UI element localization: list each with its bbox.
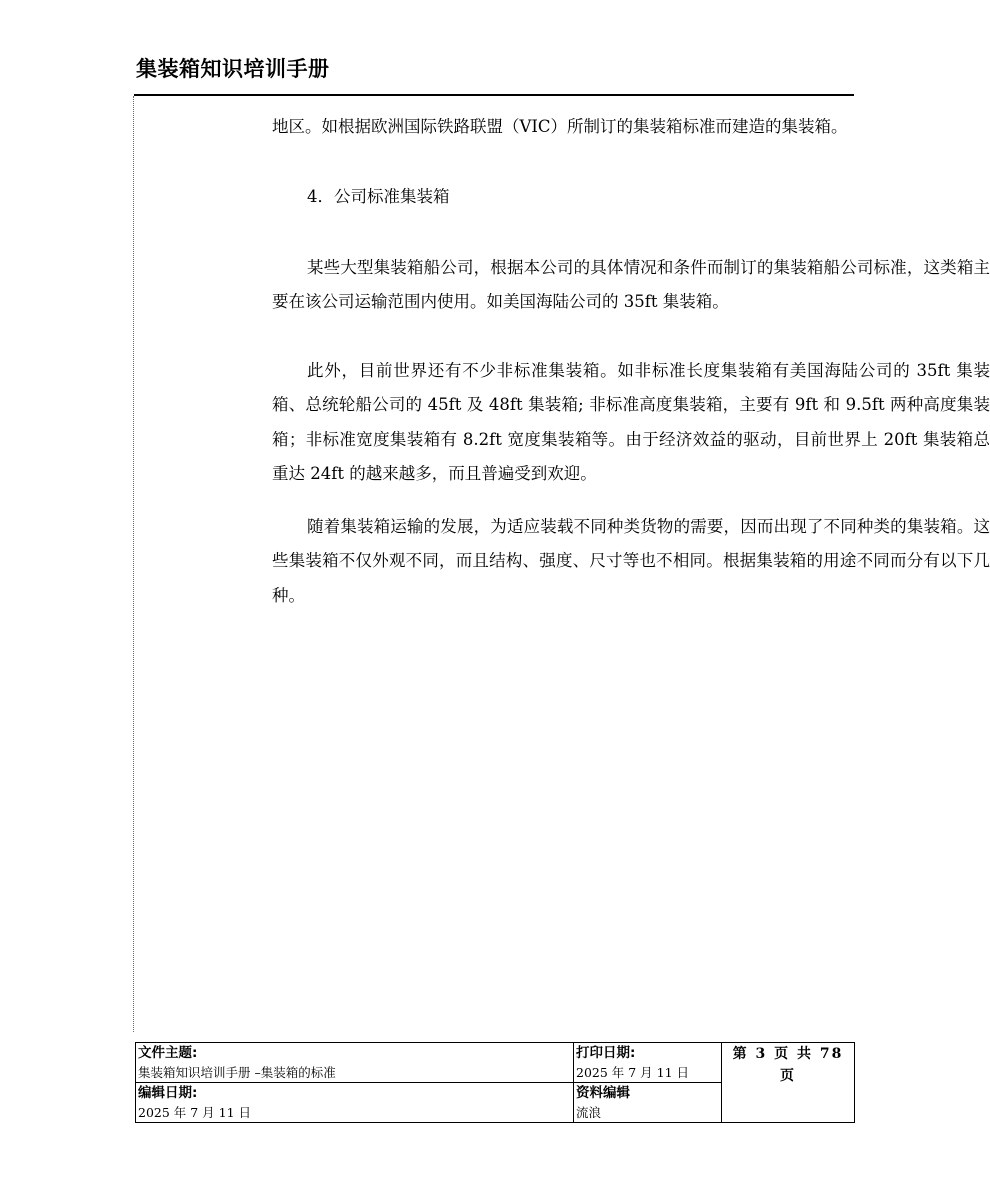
editor-label: 资料编辑 <box>576 1085 630 1101</box>
section-heading-company-standard: 4．公司标准集装箱 <box>307 187 450 206</box>
doc-subject-cell <box>136 1043 574 1083</box>
paragraph-container-types: 随着集装箱运输的发展，为适应装载不同种类货物的需要，因而出现了不同种类的集装箱。这些集装箱不仅外观不同，而且结构、强度、尺寸等也不相同。根据集装箱的用途不同而分有以下几种。 <box>272 517 990 605</box>
header-divider <box>134 94 854 96</box>
edit-date-value: 2025 年 7 月 11 日 <box>138 1105 252 1120</box>
page-number-cell <box>722 1043 855 1123</box>
paragraph-company-standard: 某些大型集装箱船公司，根据本公司的具体情况和条件而制订的集装箱船公司标准，这类箱主要在该公司运输范围内使用。如美国海陆公司的 35ft 集装箱。 <box>272 258 990 312</box>
doc-subject-label: 文件主题: <box>138 1045 198 1061</box>
page-suffix: 页 <box>780 1068 796 1084</box>
editor-cell <box>574 1083 722 1123</box>
print-date-value: 2025 年 7 月 11 日 <box>576 1065 690 1080</box>
paragraph-non-standard: 此外，目前世界还有不少非标准集装箱。如非标准长度集装箱有美国海陆公司的 35ft 集装箱、总统轮船公司的 45ft 及 48ft 集装箱; 非标准高度集装箱，主要有 9ft 和 9.5ft 两种高度集装箱；非标准宽度集装箱有 8.2ft 宽度集装箱等。由于经济效益的驱动，目前世界上 20ft 集装箱总重达 24ft 的越来越多，而且普遍受到欢迎。 <box>272 361 990 483</box>
page-middle: 页 共 <box>774 1046 813 1062</box>
page-prefix: 第 <box>732 1046 749 1062</box>
print-date-cell <box>574 1043 722 1083</box>
print-date-label: 打印日期: <box>576 1045 636 1061</box>
doc-subject-value: 集装箱知识培训手册 –集装箱的标准 <box>138 1065 336 1080</box>
footer-info-table <box>135 1042 855 1123</box>
document-header-title: 集装箱知识培训手册 <box>136 57 330 81</box>
edit-date-label: 编辑日期: <box>138 1085 198 1101</box>
edit-date-cell <box>136 1083 574 1123</box>
editor-value: 流浪 <box>576 1105 602 1120</box>
page-current: 3 <box>755 1046 768 1062</box>
page-total: 78 <box>819 1046 844 1062</box>
paragraph-continuation: 地区。如根据欧洲国际铁路联盟（VIC）所制订的集装箱标准而建造的集装箱。 <box>272 117 848 136</box>
left-margin-guide <box>133 96 134 1032</box>
